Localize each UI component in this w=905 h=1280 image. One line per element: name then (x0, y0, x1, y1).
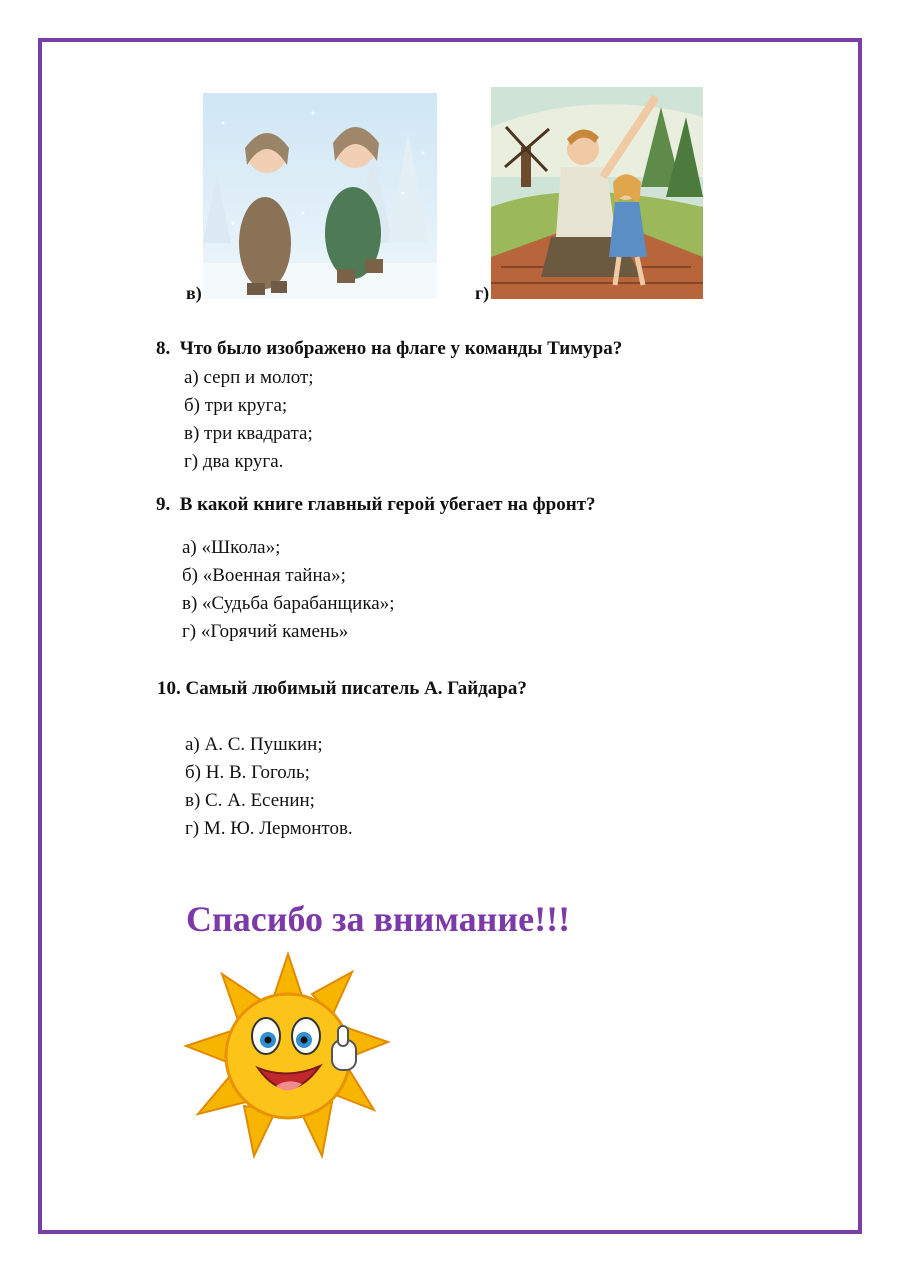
option: в) С. А. Есенин; (185, 790, 315, 811)
question-number: 8. (156, 338, 171, 359)
thanks-heading: Спасибо за внимание!!! (186, 899, 571, 939)
image-label-g: г) (475, 283, 490, 303)
option: г) два круга. (184, 451, 284, 472)
question-number: 10. (157, 678, 181, 699)
option: б) три круга; (184, 395, 288, 416)
question-10 (157, 678, 527, 700)
question-text: Самый любимый писатель А. Гайдара? (185, 678, 527, 699)
option: г) «Горячий камень» (182, 621, 349, 642)
question-text: Что было изображено на флаге у команды Тимура? (179, 338, 623, 359)
question-9 (156, 494, 596, 516)
option: а) А. С. Пушкин; (185, 734, 323, 755)
question-number: 9. (156, 494, 171, 515)
image-label-v: в) (186, 283, 202, 303)
option: г) М. Ю. Лермонтов. (185, 818, 353, 839)
option: в) «Судьба барабанщика»; (182, 593, 395, 614)
question-text: В какой книге главный герой убегает на фронт? (179, 494, 596, 515)
question-8 (156, 338, 622, 360)
option: а) «Школа»; (182, 537, 281, 558)
option: в) три квадрата; (184, 423, 313, 444)
winter-children-picture (203, 93, 437, 299)
page-border (38, 38, 862, 1234)
option: б) Н. В. Гоголь; (185, 762, 310, 783)
smiling-sun-icon (182, 950, 394, 1164)
option: а) серп и молот; (184, 367, 314, 388)
option: б) «Военная тайна»; (182, 565, 346, 586)
roof-picture (491, 87, 703, 299)
